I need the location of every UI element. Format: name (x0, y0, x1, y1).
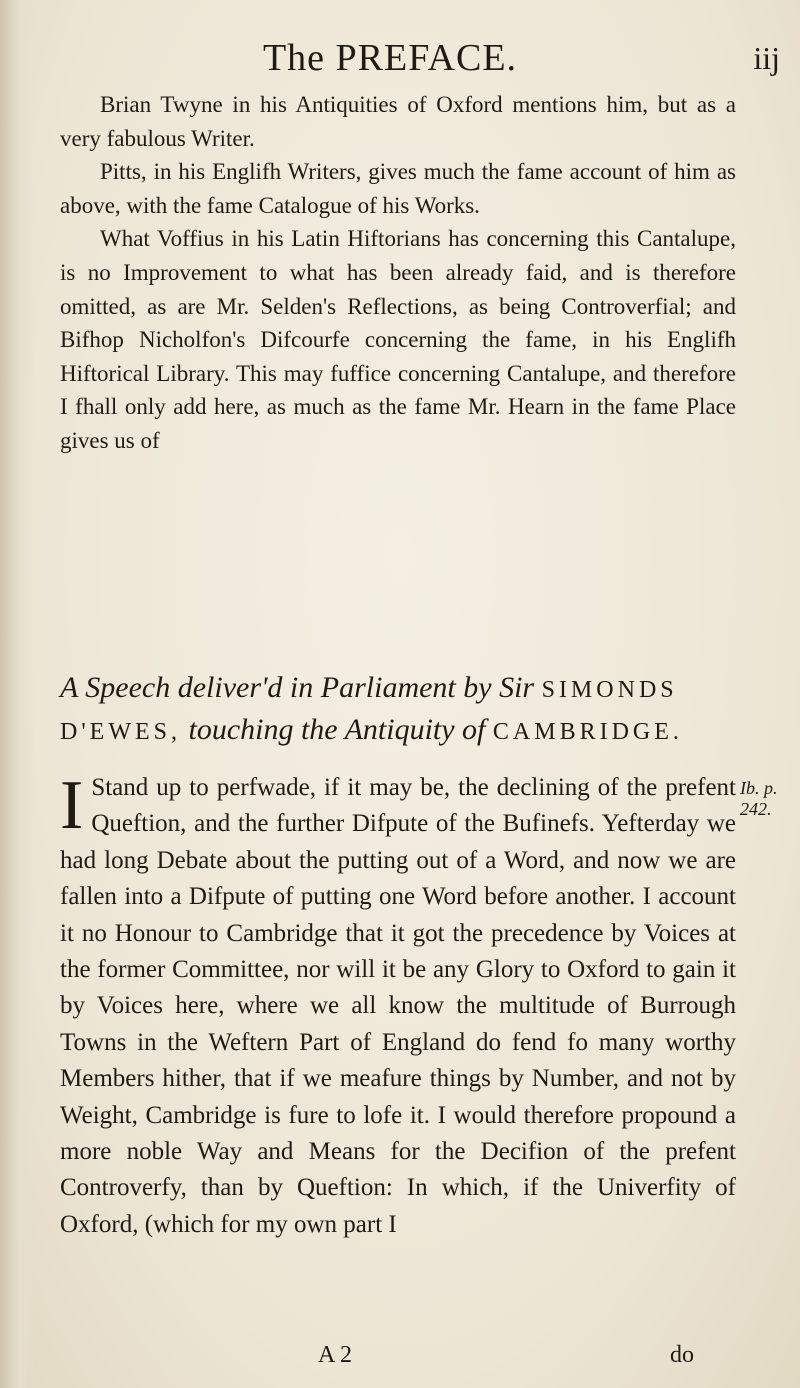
intro-paragraph-vossius: What Voffius in his Latin Hiftorians has concerning this Cantalupe, is no Improvement to what has been already faid, and is therefore omitted, as are Mr. Selden's Reflections, as being Controverfial; and Bifhop Nicholfon's Difcourfe concerning the fame, in his Englifh Hiftorical Library. This may fuffice concerning Cantalupe, and therefore I fhall only add here, as much as the fame Mr. Hearn in the fame Place gives us of (60, 226, 736, 453)
page-gutter-shadow (0, 0, 34, 1388)
running-head: The PREFACE. (262, 37, 518, 79)
speech-body: Stand up to perfwade, if it may be, the declining of the prefent Queftion, and the further Difpute of the Bufinefs. Yefterday we had long Debate about the putting out of a Word, and now we are fallen into a Difpute of putting one Word before another. I account it no Honour to Cambridge that it got the precedence by Voices at the former Committee, nor will it be any Glory to Oxford to gain it by Voices here, where we all know the multitude of Burrough Towns in the Weftern Part of England do fend fo many worthy Members hither, that if we meafure things by Number, and not by Weight, Cambridge is fure to lofe it. I would therefore propound a more noble Way and Means for the Decifion of the prefent Controverfy, than by Queftion: In which, if the Univerfity of Oxford, (which for my own part I (60, 774, 736, 1238)
page-header (0, 36, 800, 86)
heading-place: CAMBRIDGE. (492, 719, 683, 745)
heading-line-2: touching the Antiquity of (188, 713, 486, 746)
intro-text (60, 88, 736, 458)
speech-text (60, 767, 736, 1243)
drop-capital: I (60, 767, 84, 844)
heading-line-1: A Speech deliver'd in Parliament by Sir (60, 671, 535, 704)
intro-paragraph-twyne: Brian Twyne in his Antiquities of Oxford mentions him, but as a very fabulous Writer. (60, 92, 736, 151)
intro-paragraph-pitts: Pitts, in his Englifh Writers, gives much the fame account of him as above, with the fame Catalogue of his Works. (60, 159, 736, 218)
margin-reference: Ib. p. 242. (740, 778, 778, 819)
signature-mark: A 2 (318, 1342, 353, 1368)
catchword: do (670, 1342, 694, 1368)
page-number: iij (753, 40, 780, 76)
speech-heading (60, 668, 736, 752)
heading-speaker-name: SIMONDS D'EWES, (60, 677, 678, 745)
